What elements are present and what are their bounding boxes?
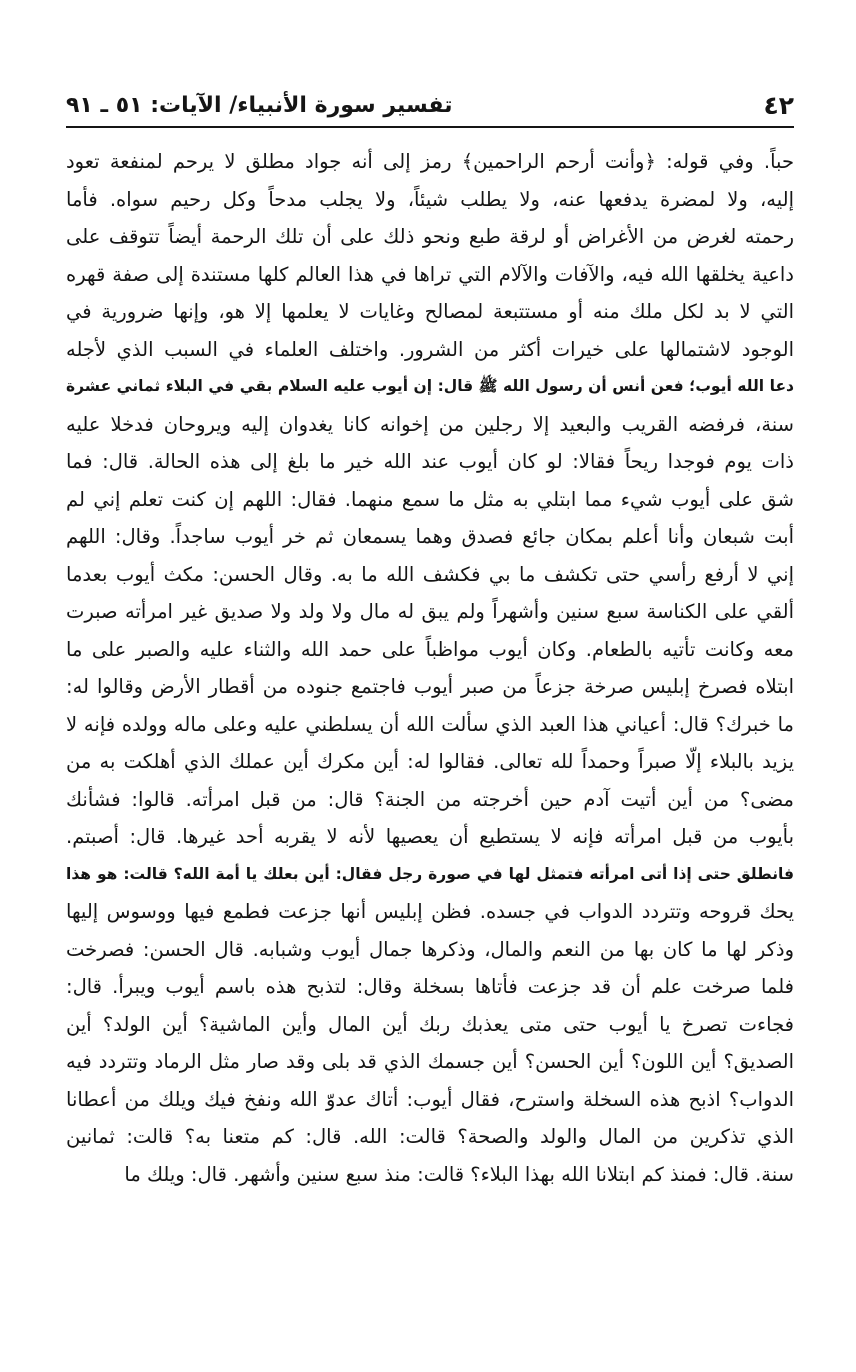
text-line: مضى؟ من أين أتيت آدم حين أخرجته من الجنة؟ قال: من قبل امرأته. قالوا: فشأنك [66, 787, 794, 811]
text-line: الصديق؟ أين اللون؟ أين الحسن؟ أين جسمك الذي قد بلى وقد صار مثل الرماد وتتردد فيه [66, 1050, 794, 1073]
text-line: وذكر لها ما كان بها من النعم والمال، وذكرها جمال أيوب وشبابه. قال الحسن: فصرخت [66, 937, 794, 961]
text-line: الذي تذكرين من المال والولد والصحة؟ قالت: الله. قال: كم متعنا به؟ قالت: ثمانين [66, 1125, 794, 1148]
text-line: رحمته لغرض من الأغراض أو لرقة طبع ونحو ذلك على أن تلك الرحمة أيضاً تتوقف على [66, 225, 794, 248]
text-line: يزيد بالبلاء إلّا صبراً وحمداً لله تعالى. فقالوا له: أين مكرك أين عملك الذي أهلكت به من [66, 750, 794, 773]
text-line: سنة، فرفضه القريب والبعيد إلا رجلين من إخوانه كانا يغدوان إليه ويروحان فدخلا عليه [66, 412, 794, 436]
running-title: تفسير سورة الأنبياء/ الآيات: ٥١ ـ ٩١ [66, 93, 453, 118]
text-line: فلما صرخت علم أن قد جزعت فأتاها بسخلة وقال: لتذبح هذه باسم أيوب ويبرأ. قال: [66, 975, 794, 998]
text-line: الدواب؟ اذبح هذه السخلة واسترح، فقال أيوب: أتاك عدوّ الله ونفخ فيك ويلك من أعطانا [66, 1087, 794, 1111]
text-line: معه وكانت تأتيه بالطعام. وكان أيوب مواظباً على حمد الله والثناء عليه والصبر على ما [66, 637, 794, 661]
page-number: ٤٢ [763, 91, 794, 120]
text-line: إليه، ولا لمضرة يدفعها عنه، ولا يطلب شيئاً، ولا يجلب مدحاً وكل رحيم سواه. فأما [66, 187, 794, 211]
text-line: حباً. وفي قوله: ﴿وأنت أرحم الراحمين﴾ رمز إلى أنه جواد مطلق لا يرحم لمنفعة تعود [66, 150, 794, 173]
text-line: فجاءت تصرخ يا أيوب حتى متى يعذبك ربك أين المال وأين الماشية؟ أين الولد؟ أين [66, 1012, 794, 1036]
text-line: ما خبرك؟ قال: أعياني هذا العبد الذي سألت الله أن يسلطني عليه وعلى ماله وولده فإنه لا [66, 712, 794, 736]
text-line: فانطلق حتى إذا أتى امرأته فتمثل لها في صورة رجل فقال: أين بعلك يا أمة الله؟ قالت: هو هذا [66, 864, 794, 883]
text-line: ذات يوم فوجدا ريحاً فقالا: لو كان أيوب عند الله خير ما بلغ إلى هذه الحالة. قال: فما [66, 450, 794, 473]
text-line: ابتلاه فصرخ إبليس صرخة جزعاً من صبر أيوب فاجتمع جنوده من أقطار الأرض وقالوا له: [66, 675, 794, 698]
text-line: التي لا بد لكل ملك منه أو مستتبعة لمصالح وغايات لا يعلمها إلا هو، وإنها ضرورية في [66, 300, 794, 323]
text-line: شق على أيوب شيء مما ابتلي به مثل ما سمع منهما. فقال: اللهم إن كنت تعلم إني لم [66, 487, 794, 511]
header-rule [66, 126, 794, 128]
text-line: يحك قروحه وتتردد الدواب في جسده. فظن إبليس أنها جزعت فطمع فيها ووسوس إليها [66, 900, 794, 923]
text-line: بأيوب من قبل امرأته فإنه لا يستطيع أن يعصيها لأنه لا يقربه أحد غيرها. قال: أصبتم. [66, 825, 794, 848]
running-header [66, 88, 794, 128]
text-line: دعا الله أيوب؛ فعن أنس أن رسول الله ﷺ قال: إن أيوب عليه السلام بقي في البلاء ثماني عشرة [66, 377, 794, 395]
text-line: سنة. قال: فمنذ كم ابتلانا الله بهذا البلاء؟ قالت: منذ سبع سنين وأشهر. قال: ويلك ما [124, 1162, 794, 1186]
text-line: إني لا أرفع رأسي حتى تكشف ما بي فكشف الله ما به. وقال الحسن: مكث أيوب بعدما [66, 562, 794, 586]
text-line: أبت شبعان وأنا أعلم بمكان جائع فصدق وهما يسمعان ثم خر أيوب ساجداً. وقال: اللهم [66, 525, 794, 548]
body-text [66, 143, 794, 1193]
text-line: داعية يخلقها الله فيه، والآفات والآلام التي تراها في هذا العالم كلها مستندة إلى صفة قهره [66, 262, 794, 286]
text-line: الوجود لاشتمالها على خيرات أكثر من الشرور. واختلف العلماء في السبب الذي لأجله [66, 337, 794, 361]
text-line: ألقي على الكناسة سبع سنين وأشهراً ولم يبق له مال ولا ولد ولا صديق غير امرأته صبرت [66, 600, 794, 623]
